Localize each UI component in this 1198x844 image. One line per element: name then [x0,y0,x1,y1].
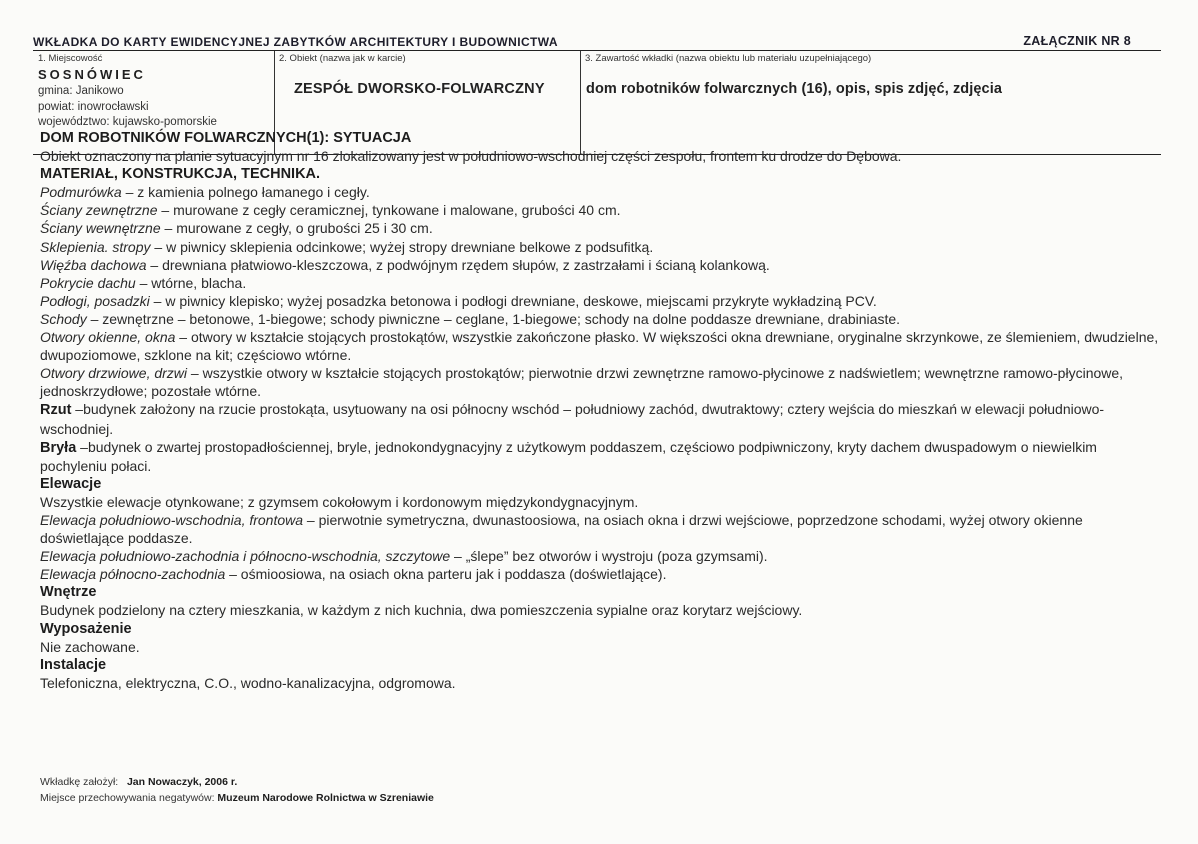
section-heading: MATERIAŁ, KONSTRUKCJA, TECHNIKA. [40,166,321,183]
item-text: – otwory w kształcie stojących prostokątów, wszystkie zakończone płasko. W większości okna drewniane, oryginalne skrzynkowe, ze ślemieniem, dwudzielne, dwupoziomowe, szklone na kit; częściowo wtórne. [40,329,1159,364]
item-text: – murowane z cegły, o grubości 25 i 30 cm. [160,220,433,237]
description-item [40,292,1160,310]
admin-units [38,84,217,131]
item-label: Elewacja północno-zachodnia [40,566,226,583]
item-text: – zewnętrzne – betonowe, 1-biegowe; schody piwniczne – ceglane, 1-biegowe; schody na dolne poddasze drewniane, drabiniaste. [86,310,901,327]
wojewodztwo: województwo: kujawsko-pomorskie [38,116,217,128]
description-item [40,274,1160,292]
description-item [40,256,1160,274]
description-item [40,400,1160,437]
description-body [40,129,1160,692]
section-heading: Wnętrze [40,584,97,601]
item-text: – w piwnicy klepisko; wyżej posadzka betonowa i podłogi drewniane, deskowe, miejscami przykryte wykładziną PCV. [149,292,877,309]
object-label: 2. Obiekt (nazwa jak w karcie) [279,53,406,64]
item-label: Ściany wewnętrzne [40,220,161,237]
locality-name: SOSNÓWIEC [38,67,146,82]
author-label: Wkładkę założył: [40,776,119,788]
storage-label: Miejsce przechowywania negatywów: [40,791,215,804]
item-text: – ośmioosiowa, na osiach okna parteru jak i poddasza (doświetlające). [225,566,667,583]
paragraph: Nie zachowane. [40,638,140,655]
description-item [40,183,1160,201]
item-label: Elewacja południowo-zachodnia i północno-wschodnia, szczytowe [40,548,451,565]
description-item [40,328,1160,364]
storage-value: Muzeum Narodowe Rolnictwa w Szreniawie [217,791,434,804]
paragraph: Obiekt oznaczony na planie sytuacyjnym nr 16 zlokalizowany jest w południowo-wschodniej części zespołu, frontem ku drodze do Dębowa. [40,148,902,165]
item-text: – wszystkie otwory w kształcie stojących prostokątów; pierwotnie drzwi zewnętrzne ramowo-płycinowe z nadświetlem; wewnętrzne ramowo-płycinowe, jednoskrzydłowe; pozostałe wtórne. [40,365,1124,400]
description-item [40,364,1160,400]
document-header [33,35,1161,51]
content-description: dom robotników folwarcznych (16), opis, spis zdjęć, zdjęcia [586,81,1003,97]
description-item [40,201,1160,219]
document-title: WKŁADKA DO KARTY EWIDENCYJNEJ ZABYTKÓW ARCHITEKTURY I BUDOWNICTWA [33,35,558,49]
item-label: Ściany zewnętrzne [40,202,158,219]
document-footer [40,775,434,806]
item-label: Otwory okienne, okna [40,329,176,346]
item-label: Rzut [40,402,72,419]
item-label: Więźba dachowa [40,256,147,273]
item-text: – z kamienia polnego łamanego i cegły. [121,184,370,201]
powiat: powiat: inowrocławski [38,100,149,113]
author-value: Jan Nowaczyk, 2006 r. [126,776,238,788]
item-label: Sklepienia. stropy [40,238,151,255]
section-heading: Elewacje [40,475,102,492]
gmina: gmina: Janikowo [38,85,124,97]
annex-number: ZAŁĄCZNIK NR 8 [1023,34,1131,48]
description-item [40,219,1160,237]
paragraph: Telefoniczna, elektryczna, C.O., wodno-kanalizacyjna, odgromowa. [40,674,456,691]
item-text: –budynek założony na rzucie prostokąta, usytuowany na osi północny wschód – południowy zachód, dwutraktowy; cztery wejścia do mieszkań w elewacji południowo-wschodniej. [40,401,1105,437]
paragraph: Budynek podzielony na cztery mieszkania, w każdym z nich kuchnia, dwa pomieszczenia sypialne oraz korytarz wejściowy. [40,602,803,619]
item-text: – „ślepe” bez otworów i wystroju (poza gzymsami). [450,548,768,565]
author-line [40,775,434,791]
storage-line [40,791,434,807]
section-heading: Instalacje [40,656,107,673]
item-label: Podmurówka [40,184,122,201]
description-item [40,438,1160,475]
object-name: ZESPÓŁ DWORSKO-FOLWARCZNY [294,81,545,97]
description-item [40,238,1160,256]
item-label: Bryła [40,439,77,456]
description-item [40,310,1160,328]
section-heading: Wyposażenie [40,620,132,637]
item-text: – drewniana płatwiowo-kleszczowa, z podwójnym rzędem słupów, z zastrzałami i ścianą kolankową. [146,256,770,273]
content-label: 3. Zawartość wkładki (nazwa obiektu lub materiału uzupełniającego) [585,53,872,64]
description-item [40,565,1160,583]
description-item [40,511,1160,547]
item-label: Elewacja południowo-wschodnia, frontowa [40,511,304,528]
paragraph: Wszystkie elewacje otynkowane; z gzymsem cokołowym i kordonowym międzykondygnacyjnym. [40,493,639,510]
locality-label: 1. Miejscowość [38,53,103,64]
item-text: –budynek o zwartej prostopadłościennej, bryle, jednokondygnacyjny z użytkowym poddaszem, częściowo podpiwniczony, kryty dachem dwuspadowym o niewielkim pochyleniu połaci. [40,438,1097,474]
item-label: Schody [40,310,87,327]
item-label: Otwory drzwiowe, drzwi [40,365,188,382]
item-text: – wtórne, blacha. [135,274,247,291]
description-item [40,547,1160,565]
section-heading: DOM ROBOTNIKÓW FOLWARCZNYCH(1): SYTUACJA [40,130,412,146]
item-label: Podłogi, posadzki [40,292,150,309]
item-text: – w piwnicy sklepienia odcinkowe; wyżej stropy drewniane belkowe z podsufitką. [150,238,654,255]
item-text: – pierwotnie symetryczna, dwunastoosiowa, na osiach okna i drzwi wejściowe, poprzedzone schodami, wyżej otwory okienne doświetlające poddasze. [40,511,1083,547]
item-text: – murowane z cegły ceramicznej, tynkowane i malowane, grubości 40 cm. [157,202,621,219]
item-label: Pokrycie dachu [40,274,136,291]
